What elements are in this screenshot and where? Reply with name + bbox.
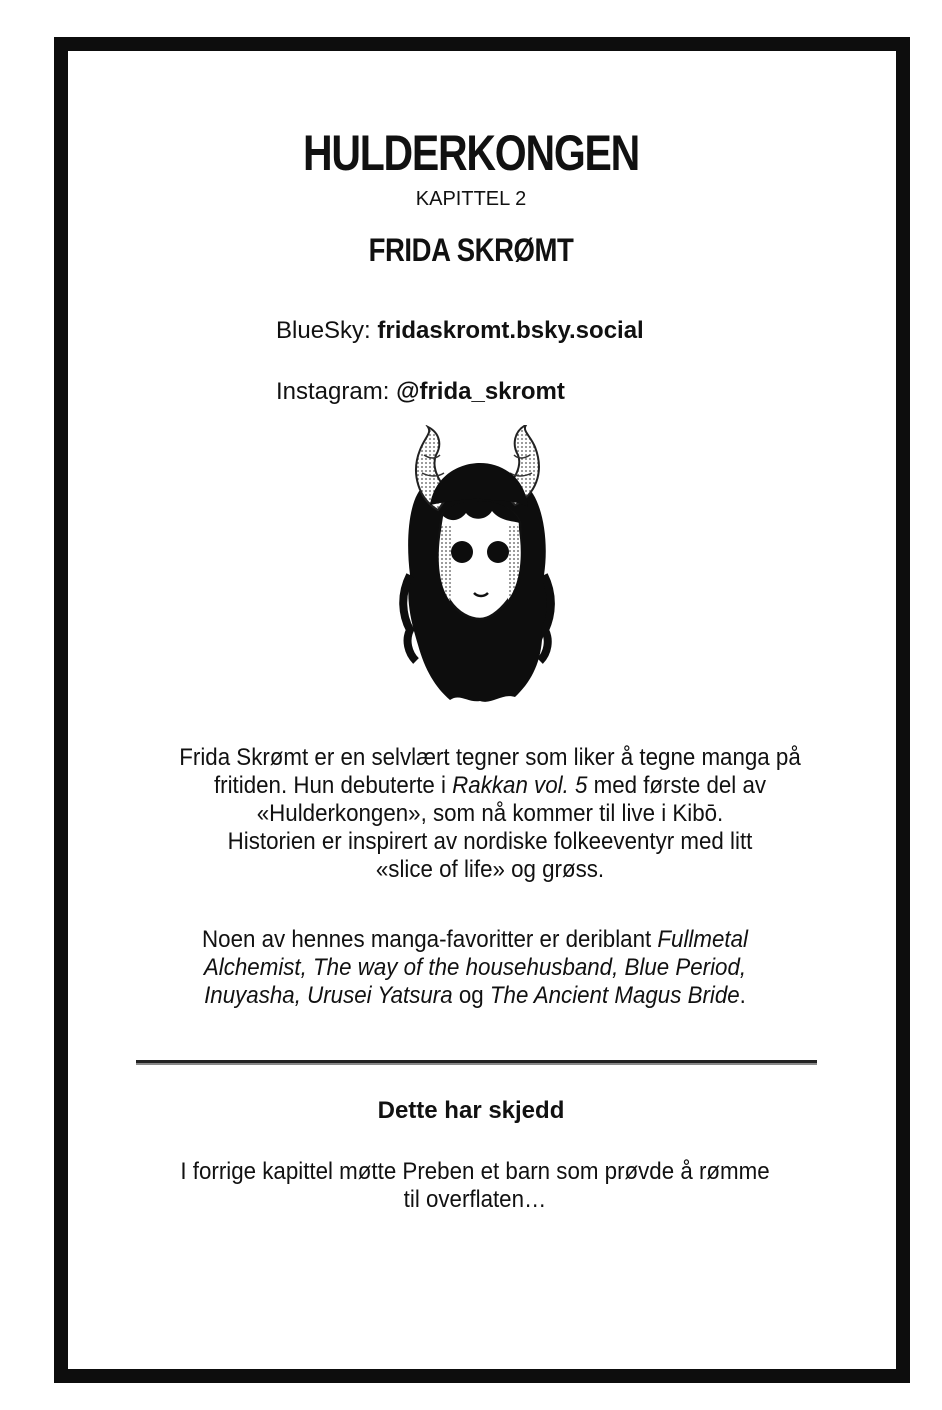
recap-text bbox=[145, 1158, 805, 1214]
section-divider bbox=[136, 1060, 817, 1063]
comic-title: HULDERKONGEN bbox=[302, 125, 640, 181]
favorites-line bbox=[145, 954, 805, 982]
horned-masked-figure-icon bbox=[380, 425, 570, 705]
favorites-text: og bbox=[452, 982, 490, 1009]
bio-line: «Hulderkongen», som nå kommer til live i Kibō. bbox=[256, 800, 724, 827]
instagram-line bbox=[276, 377, 565, 407]
favorites-text: . bbox=[739, 982, 746, 1009]
chapter-label: KAPITTEL 2 bbox=[415, 188, 527, 210]
favorites-titles: The Ancient Magus Bride bbox=[489, 982, 740, 1009]
bluesky-label: BlueSky: bbox=[276, 317, 371, 344]
favorites-titles: Inuyasha, Urusei Yatsura bbox=[204, 982, 453, 1009]
favorites-text: Noen av hennes manga-favoritter er deriblant bbox=[202, 926, 658, 953]
author-name: FRIDA SKRØMT bbox=[368, 232, 574, 268]
favorites-line bbox=[145, 926, 805, 954]
author-bio bbox=[155, 744, 825, 884]
bio-line: Historien er inspirert av nordiske folkeeventyr med litt bbox=[227, 828, 753, 855]
instagram-handle[interactable]: @frida_skromt bbox=[396, 378, 565, 405]
bio-line bbox=[155, 772, 825, 800]
favorites-line bbox=[145, 982, 805, 1010]
favorites-titles: Alchemist, The way of the househusband, Blue Period, bbox=[203, 954, 747, 981]
recap-line: til overflaten… bbox=[403, 1186, 547, 1213]
bio-line: Frida Skrømt er en selvlært tegner som liker å tegne manga på bbox=[179, 744, 801, 771]
bluesky-line bbox=[276, 316, 644, 346]
recap-line: I forrige kapittel møtte Preben et barn som prøvde å rømme bbox=[180, 1158, 770, 1185]
bluesky-handle[interactable]: fridaskromt.bsky.social bbox=[377, 317, 644, 344]
recap-heading: Dette har skjedd bbox=[377, 1097, 565, 1124]
bio-text: fritiden. Hun debuterte i bbox=[213, 772, 453, 799]
bio-text: med første del av bbox=[587, 772, 767, 799]
manga-favorites bbox=[145, 926, 805, 1010]
bio-publication-title: Rakkan vol. 5 bbox=[452, 772, 588, 799]
bio-line: «slice of life» og grøss. bbox=[375, 856, 605, 883]
instagram-label: Instagram: bbox=[276, 378, 390, 405]
favorites-titles: Fullmetal bbox=[657, 926, 748, 953]
